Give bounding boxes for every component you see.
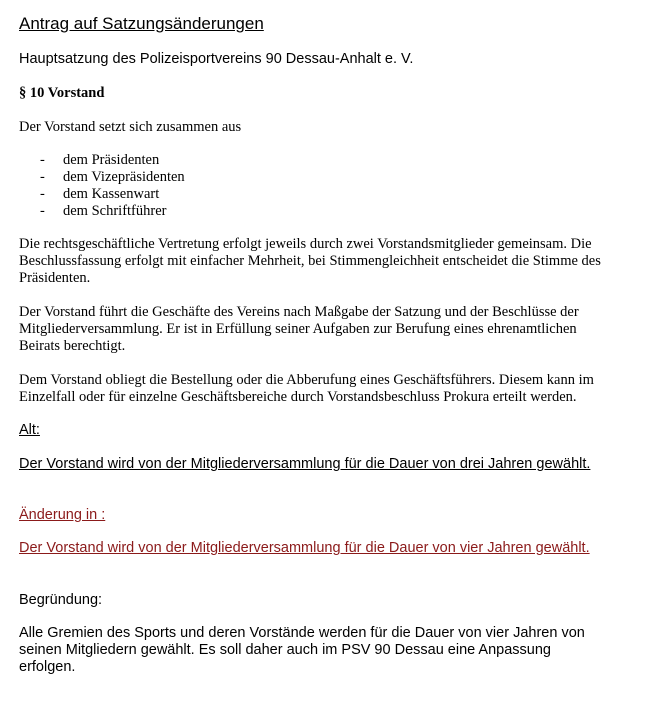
section-heading: § 10 Vorstand <box>19 85 105 101</box>
change-label: Änderung in : <box>19 507 106 523</box>
list-item <box>19 203 185 220</box>
change-text: Der Vorstand wird von der Mitgliederversammlung für die Dauer von vier Jahren gewählt. <box>19 540 590 556</box>
document-title: Antrag auf Satzungsänderungen <box>19 14 264 33</box>
intro-text: Der Vorstand setzt sich zusammen aus <box>19 119 242 135</box>
old-version-text: Der Vorstand wird von der Mitgliederversammlung für die Dauer von drei Jahren gewählt. <box>19 456 591 472</box>
list-marker: - <box>40 169 45 185</box>
paragraph-managing-director: Dem Vorstand obliegt die Bestellung oder die Abberufung eines Geschäftsführers. Diesem kann im Einzelfall oder für einzelne Geschäftsbereiche durch Vorstandsbeschluss Prokura erteilt werden. <box>19 372 594 405</box>
list-marker: - <box>40 152 45 168</box>
list-item <box>19 152 185 169</box>
list-item-text: dem Vizepräsidenten <box>63 169 185 185</box>
list-item-text: dem Präsidenten <box>63 152 160 168</box>
old-version-label: Alt: <box>19 422 40 438</box>
list-item-text: dem Kassenwart <box>63 186 160 202</box>
list-item <box>19 186 185 203</box>
list-marker: - <box>40 186 45 202</box>
list-item <box>19 169 185 186</box>
list-item-text: dem Schriftführer <box>63 203 167 219</box>
list-marker: - <box>40 203 45 219</box>
paragraph-representation: Die rechtsgeschäftliche Vertretung erfolgt jeweils durch zwei Vorstandsmitglieder gemeinsam. Die Beschlussfassung erfolgt mit einfacher Mehrheit, bei Stimmengleichheit entscheidet die Stimme des Präsidenten. <box>19 236 601 286</box>
reason-label: Begründung: <box>19 592 103 608</box>
paragraph-management: Der Vorstand führt die Geschäfte des Vereins nach Maßgabe der Satzung und der Beschlüsse der Mitgliederversammlung. Er ist in Erfüllung seiner Aufgaben zur Berufung eines ehrenamtlichen Beirats berechtigt. <box>19 304 579 354</box>
document-subtitle: Hauptsatzung des Polizeisportvereins 90 Dessau-Anhalt e. V. <box>19 51 414 67</box>
reason-text: Alle Gremien des Sports und deren Vorstände werden für die Dauer von vier Jahren von seinen Mitgliedern gewählt. Es soll daher auch im PSV 90 Dessau eine Anpassung erfolgen. <box>19 625 585 675</box>
member-list <box>19 152 185 220</box>
